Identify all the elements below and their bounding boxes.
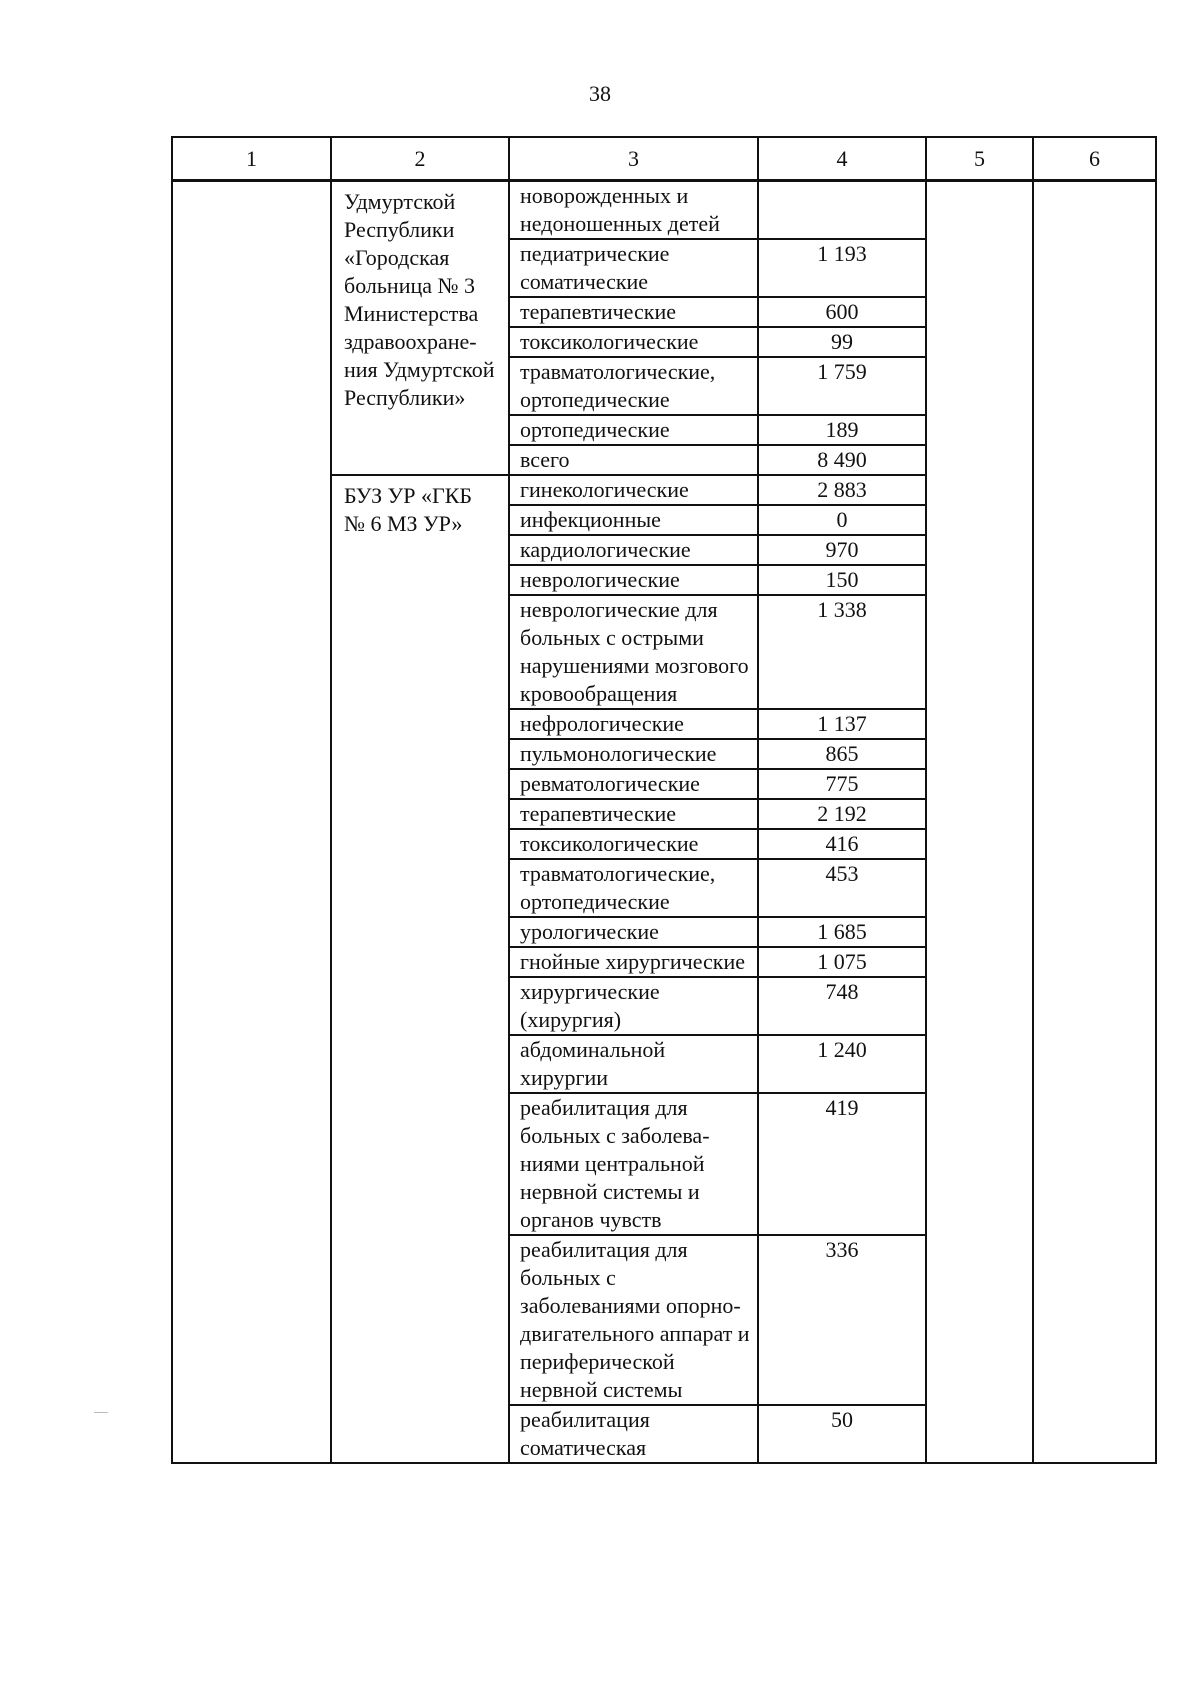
value-cell: 99 [758, 327, 926, 357]
bed-profile-cell: травматологические, ортопедические [509, 859, 758, 917]
bed-profile-cell: токсикологические [509, 829, 758, 859]
column-header-4: 4 [758, 137, 926, 181]
bed-profile-cell: педиатрические соматические [509, 239, 758, 297]
bed-profile-cell: реабилитация для больных с заболева-ниями центральной нервной системы и органов чувств [509, 1093, 758, 1235]
column-header-6: 6 [1033, 137, 1156, 181]
column-6-cell [1033, 181, 1156, 1464]
column-header-3: 3 [509, 137, 758, 181]
value-cell: 600 [758, 297, 926, 327]
value-cell: 336 [758, 1235, 926, 1405]
bed-profile-cell: нефрологические [509, 709, 758, 739]
scan-mark [94, 1412, 108, 1413]
column-header-2: 2 [331, 137, 509, 181]
value-cell: 2 883 [758, 475, 926, 505]
bed-profile-cell: ортопедические [509, 415, 758, 445]
value-cell: 865 [758, 739, 926, 769]
value-cell: 150 [758, 565, 926, 595]
bed-profile-cell: терапевтические [509, 297, 758, 327]
bed-profile-cell: реабилитация соматическая [509, 1405, 758, 1463]
value-cell: 50 [758, 1405, 926, 1463]
value-cell: 453 [758, 859, 926, 917]
value-cell: 1 685 [758, 917, 926, 947]
value-cell [758, 181, 926, 240]
page-number: 38 [589, 81, 611, 106]
bed-profile-cell: неврологические для больных с острыми нарушениями мозгового кровообращения [509, 595, 758, 709]
bed-profile-cell: всего [509, 445, 758, 475]
value-cell: 416 [758, 829, 926, 859]
beds-table [171, 136, 1157, 1464]
bed-profile-cell: гнойные хирургические [509, 947, 758, 977]
bed-profile-cell: неврологические [509, 565, 758, 595]
bed-profile-cell: гинекологические [509, 475, 758, 505]
column-1-cell [172, 181, 331, 1464]
bed-profile-cell: кардиологические [509, 535, 758, 565]
institution-cell: Удмуртской Республики «Городская больница № 3 Министерства здравоохране-ния Удмуртской Республики» [331, 181, 509, 476]
table-body [172, 181, 1156, 1464]
value-cell: 1 240 [758, 1035, 926, 1093]
value-cell: 1 759 [758, 357, 926, 415]
bed-profile-cell: травматологические, ортопедические [509, 357, 758, 415]
value-cell: 2 192 [758, 799, 926, 829]
value-cell: 8 490 [758, 445, 926, 475]
value-cell: 1 137 [758, 709, 926, 739]
bed-profile-cell: урологические [509, 917, 758, 947]
bed-profile-cell: хирургические (хирургия) [509, 977, 758, 1035]
header-row [172, 137, 1156, 181]
value-cell: 1 193 [758, 239, 926, 297]
bed-profile-cell: новорожденных и недоношенных детей [509, 181, 758, 240]
value-cell: 748 [758, 977, 926, 1035]
value-cell: 0 [758, 505, 926, 535]
column-5-cell [926, 181, 1033, 1464]
institution-cell: БУЗ УР «ГКБ № 6 МЗ УР» [331, 475, 509, 1463]
column-header-1: 1 [172, 137, 331, 181]
table-row [172, 181, 1156, 240]
value-cell: 775 [758, 769, 926, 799]
bed-profile-cell: абдоминальной хирургии [509, 1035, 758, 1093]
bed-profile-cell: токсикологические [509, 327, 758, 357]
bed-profile-cell: терапевтические [509, 799, 758, 829]
bed-profile-cell: инфекционные [509, 505, 758, 535]
value-cell: 1 338 [758, 595, 926, 709]
bed-profile-cell: реабилитация для больных с заболеваниями опорно-двигательного аппарат и периферической нервной системы [509, 1235, 758, 1405]
bed-profile-cell: пульмонологические [509, 739, 758, 769]
value-cell: 1 075 [758, 947, 926, 977]
column-header-5: 5 [926, 137, 1033, 181]
value-cell: 189 [758, 415, 926, 445]
bed-profile-cell: ревматологические [509, 769, 758, 799]
value-cell: 970 [758, 535, 926, 565]
value-cell: 419 [758, 1093, 926, 1235]
